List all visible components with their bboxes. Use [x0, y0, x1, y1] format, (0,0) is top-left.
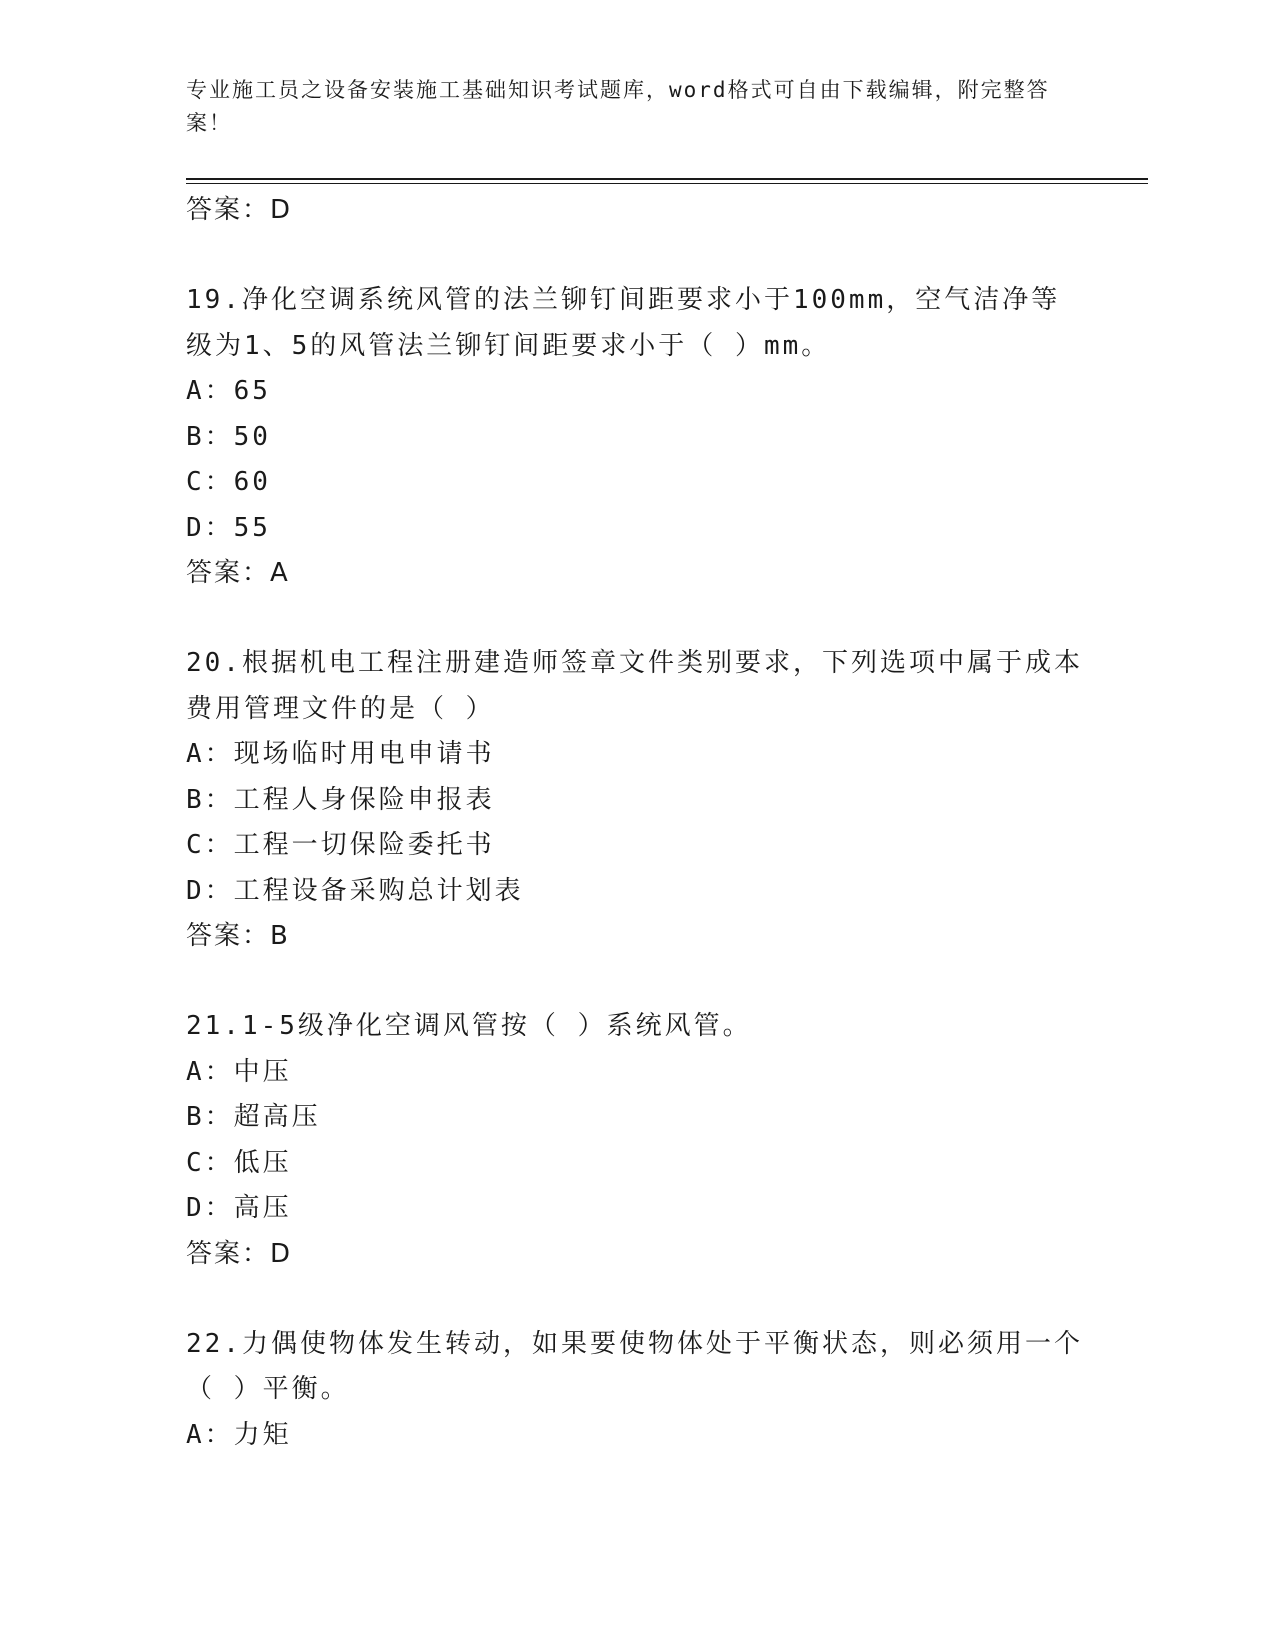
option-key: B： [186, 784, 234, 815]
option-text: 中压 [233, 1056, 292, 1087]
option-text: 60 [233, 467, 271, 497]
option-d [186, 869, 1086, 915]
question-text: 21.1-5级净化空调风管按（ ）系统风管。 [186, 1011, 752, 1041]
answer-line: 答案：B [186, 921, 290, 951]
option-text: 工程一切保险委托书 [233, 830, 495, 860]
option-key: D： [186, 875, 234, 906]
option-key: B： [186, 421, 234, 452]
question-text: 20.根据机电工程注册建造师签章文件类别要求，下列选项中属于成本费用管理文件的是（ ） [186, 648, 1083, 724]
question-content [186, 188, 1086, 1458]
option-c [186, 1141, 1086, 1187]
option-b [186, 1095, 1086, 1141]
question-block [186, 278, 1086, 595]
header-divider-thick [186, 178, 1148, 180]
option-text: 55 [233, 512, 271, 543]
option-key: A： [186, 1056, 234, 1087]
option-key: B： [186, 1102, 234, 1132]
question-block [186, 641, 1086, 958]
option-key: A： [186, 739, 234, 769]
option-text: 高压 [233, 1193, 292, 1223]
option-a [186, 1413, 1086, 1459]
option-b [186, 778, 1086, 824]
option-text: 现场临时用电申请书 [233, 739, 495, 769]
option-key: D： [186, 512, 234, 543]
option-c [186, 460, 1086, 506]
question-text: 19.净化空调系统风管的法兰铆钉间距要求小于100mm，空气洁净等级为1、5的风管法兰铆钉间距要求小于（ ）mm。 [186, 285, 1061, 361]
option-d [186, 1186, 1086, 1232]
option-text: 低压 [233, 1147, 292, 1178]
question-block [186, 1322, 1086, 1459]
option-key: D： [186, 1193, 234, 1223]
option-text: 工程人身保险申报表 [233, 784, 495, 815]
option-a [186, 732, 1086, 778]
answer-line: 答案：D [186, 195, 293, 225]
question-block [186, 1004, 1086, 1276]
option-text: 50 [233, 421, 271, 452]
header-divider-thin [186, 183, 1148, 184]
option-key: C： [186, 467, 234, 497]
question-text: 22.力偶使物体发生转动，如果要使物体处于平衡状态，则必须用一个（ ）平衡。 [186, 1328, 1083, 1404]
page-header: 专业施工员之设备安装施工基础知识考试题库，word格式可自由下载编辑，附完整答案！ [186, 78, 1050, 135]
option-text: 65 [233, 376, 271, 406]
option-key: A： [186, 376, 234, 406]
option-text: 超高压 [233, 1102, 321, 1132]
answer-line: 答案：A [186, 558, 290, 588]
option-key: C： [186, 1147, 234, 1178]
option-c [186, 823, 1086, 869]
option-a [186, 369, 1086, 415]
option-text: 力矩 [233, 1419, 292, 1450]
option-b [186, 415, 1086, 461]
option-d [186, 506, 1086, 552]
option-text: 工程设备采购总计划表 [233, 875, 524, 906]
option-a [186, 1050, 1086, 1096]
option-key: A： [186, 1419, 234, 1450]
answer-line: 答案：D [186, 1238, 293, 1269]
option-key: C： [186, 830, 234, 860]
